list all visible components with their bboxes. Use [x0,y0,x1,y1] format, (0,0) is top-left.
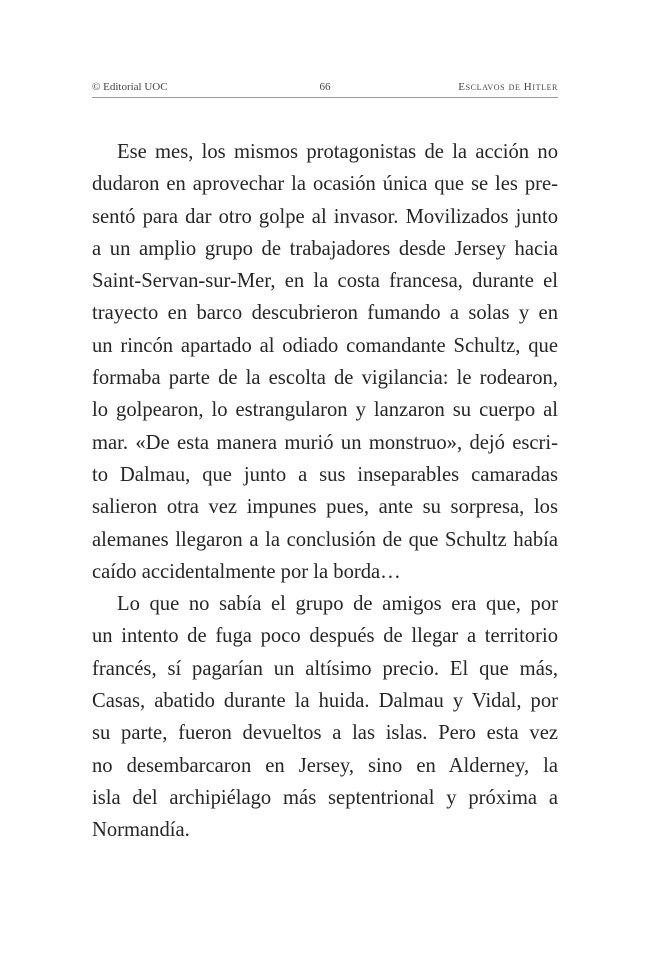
body-text [92,136,558,847]
text-line: Ese mes, los mismos protagonistas de la acción no [117,141,558,163]
paragraph-1 [92,136,558,588]
text-line: to Dalmau, que junto a sus inseparables camaradas [92,463,558,486]
text-line: Casas, abatido durante la huida. Dalmau y Vidal, por [92,690,558,713]
running-header [92,81,558,98]
text-line: sentó para dar otro golpe al invasor. Movilizados junto [92,205,558,228]
text-line: alemanes llegaron a la conclusión de que Schultz había [92,528,558,551]
text-line: trayecto en barco descubrieron fumando a solas y en [92,302,558,325]
text-line: salieron otra vez impunes pues, ante su sorpresa, los [92,496,558,519]
text-line: lo golpearon, lo estrangularon y lanzaron su cuerpo al [92,399,558,422]
text-line: formaba parte de la escolta de vigilancia: le rodearon, [92,367,558,390]
page-number: 66 [319,81,331,93]
text-line: francés, sí pagarían un altísimo precio. El que más, [92,657,558,680]
text-line: un rincón apartado al odiado comandante Schultz, que [92,334,558,357]
text-line: no desembarcaron en Jersey, sino en Alderney, la [92,754,558,777]
text-line: su parte, fueron devueltos a las islas. Pero esta vez [92,722,558,745]
text-line: mar. «De esta manera murió un monstruo», dejó escri- [92,431,558,454]
text-line: dudaron en aprovechar la ocasión única que se les pre- [92,173,558,196]
text-line: Lo que no sabía el grupo de amigos era que, por [117,593,558,616]
book-title: Esclavos de Hitler [458,81,558,93]
text-line: Normandía. [92,819,190,842]
text-line: Saint-Servan-sur-Mer, en la costa francesa, durante el [92,270,558,293]
text-line: caído accidentalmente por la borda… [92,560,401,583]
paragraph-2 [92,588,558,846]
text-line: isla del archipiélago más septentrional y próxima a [92,786,558,809]
publisher-credit: © Editorial UOC [92,81,168,93]
text-line: a un amplio grupo de trabajadores desde Jersey hacia [92,237,558,260]
text-line: un intento de fuga poco después de llegar a territorio [92,625,558,648]
